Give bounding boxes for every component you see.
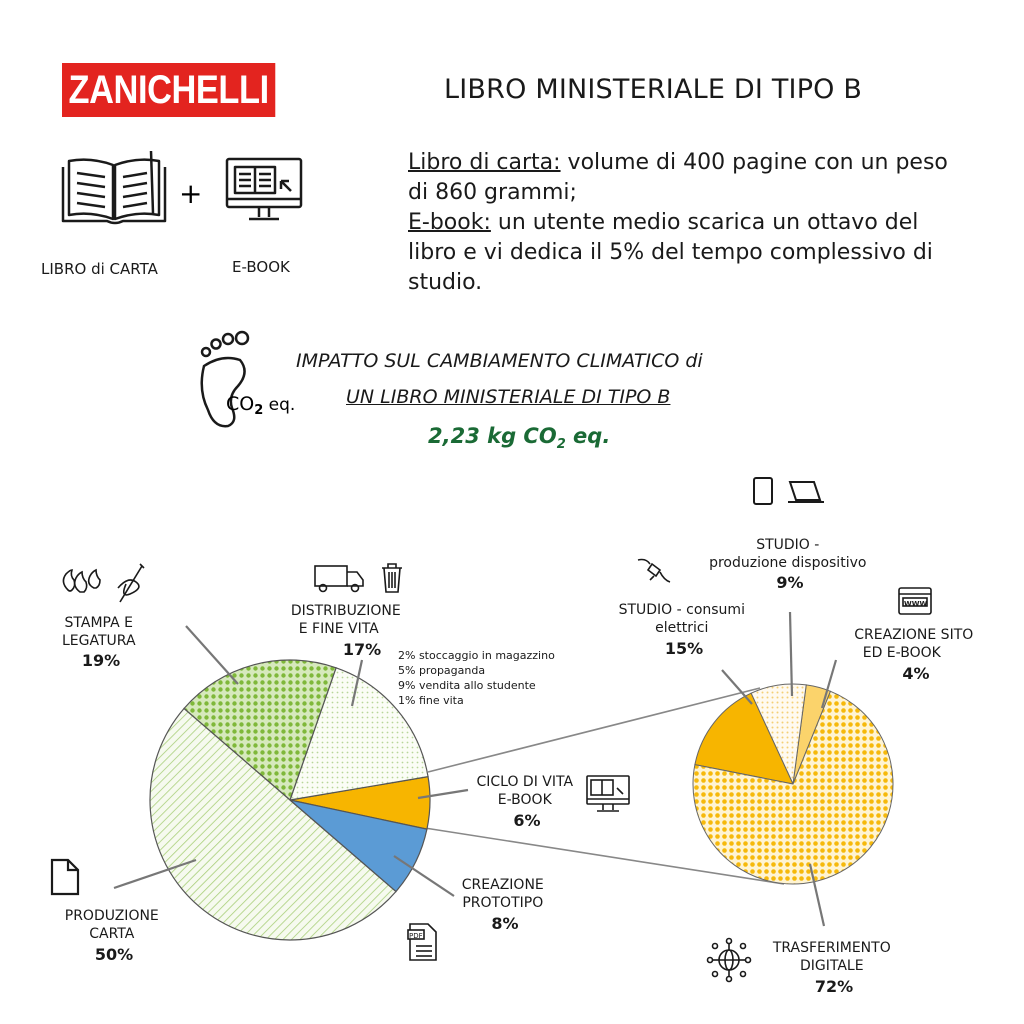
- ebook-desc-label: E-book:: [408, 210, 491, 235]
- pdf-file-icon: [408, 924, 436, 960]
- label-distribuzione: DISTRIBUZIONE E FINE VITA 17%: [290, 603, 401, 659]
- distribuzione-breakdown: [398, 649, 555, 707]
- needle-thread-icon: [118, 564, 144, 602]
- breakdown-1: 2% stoccaggio in magazzino: [398, 649, 555, 662]
- computer-ebook-small-icon: [587, 776, 629, 811]
- label-dispositivo: STUDIO - produzione dispositivo 9%: [709, 537, 867, 592]
- ink-drops-icon: [63, 570, 100, 592]
- plus-sign: +: [179, 177, 203, 210]
- ebook-label: E-BOOK: [232, 258, 290, 276]
- label-sito: CREAZIONE SITO ED E-BOOK 4%: [854, 627, 974, 683]
- paper-book-label: Libro di carta:: [408, 150, 561, 175]
- plug-icon: [638, 560, 670, 583]
- label-trasferimento: TRASFERIMENTO DIGITALE 72%: [772, 940, 891, 996]
- impact-line-2: UN LIBRO MINISTERIALE DI TIPO B: [346, 386, 671, 408]
- page-title: LIBRO MINISTERIALE DI TIPO B: [444, 74, 863, 105]
- book-label: LIBRO di CARTA: [41, 260, 158, 278]
- ebook-text-1: un utente medio scarica un ottavo del: [490, 210, 919, 235]
- footprint-co2: $CO_2$ eq.: [226, 393, 296, 418]
- label-ciclo: CICLO DI VITA E-BOOK 6%: [476, 774, 574, 830]
- laptop-icon: [788, 482, 824, 502]
- network-globe-icon: [708, 939, 751, 982]
- pdf-text: PDF: [409, 932, 423, 940]
- trash-icon: [382, 564, 402, 592]
- ebook-text-3: studio.: [408, 270, 483, 295]
- www-text: WWW: [904, 600, 928, 608]
- zanichelli-logo: ZANICHELLI: [62, 63, 275, 117]
- ebook-text-2: libro e vi dedica il 5% del tempo complessivo di: [408, 240, 933, 265]
- impact-value: 2,23 kg $CO_2$ eq.: [428, 424, 611, 453]
- leader-consumi: [722, 670, 752, 704]
- document-icon: [52, 860, 78, 894]
- tablet-icon: [754, 478, 772, 504]
- label-consumi: STUDIO - consumi elettrici 15%: [618, 602, 745, 658]
- pie-left: [150, 660, 430, 940]
- paper-text-2: di 860 grammi;: [408, 180, 577, 205]
- breakdown-2: 5% propaganda: [398, 664, 486, 677]
- truck-icon: [315, 566, 363, 592]
- leader-stampa: [186, 626, 238, 684]
- impact-line-1: IMPATTO SUL CAMBIAMENTO CLIMATICO di: [296, 350, 703, 372]
- breakdown-3: 9% vendita allo studente: [398, 679, 536, 692]
- label-stampa: STAMPA E LEGATURA 19%: [62, 615, 136, 670]
- leader-dispositivo: [790, 612, 792, 696]
- label-prototipo: CREAZIONE PROTOTIPO 8%: [461, 877, 544, 933]
- paper-text-1: volume di 400 pagine con un peso: [560, 150, 948, 175]
- breakdown-4: 1% fine vita: [398, 694, 464, 707]
- pie-right: [693, 684, 893, 884]
- label-produzione: PRODUZIONE CARTA 50%: [64, 908, 159, 964]
